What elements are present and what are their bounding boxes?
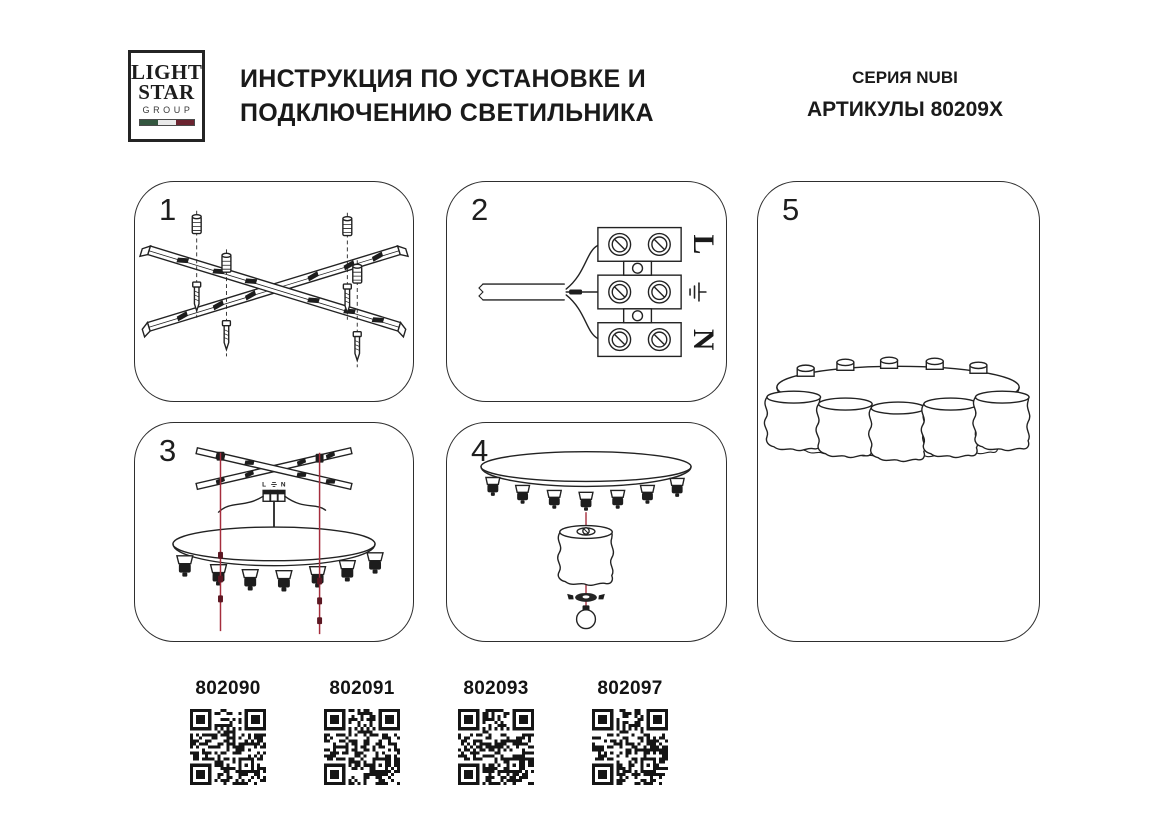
step-number-1: 1 (159, 192, 177, 227)
article-block-1 (185, 678, 271, 790)
step1-diagram-cross-bracket (135, 182, 413, 401)
step3-diagram-hanging-base (135, 423, 413, 641)
mini-neutral-label: N (280, 481, 286, 489)
article-block-3 (453, 678, 539, 790)
step5-diagram-assembled-chandelier (758, 182, 1039, 641)
step-number-3: 3 (159, 433, 177, 468)
step-panel-5 (757, 181, 1040, 642)
title-line-2: ПОДКЛЮЧЕНИЮ СВЕТИЛЬНИКА (240, 99, 654, 127)
qr-code (324, 709, 400, 785)
step-panel-3 (134, 422, 414, 642)
step4-diagram-shade-assembly (447, 423, 726, 641)
neutral-wire-label: N (687, 328, 720, 351)
series-name: СЕРИЯ NUBI (852, 68, 958, 87)
step-panel-1 (134, 181, 414, 402)
page-title (240, 62, 654, 130)
article-code: 802090 (195, 678, 261, 699)
qr-code (458, 709, 534, 785)
title-line-1: ИНСТРУКЦИЯ ПО УСТАНОВКЕ И (240, 65, 647, 93)
articles-label: АРТИКУЛЫ 80209X (807, 98, 1003, 121)
italian-flag-icon (140, 120, 194, 125)
article-code: 802091 (329, 678, 395, 699)
step-number-5: 5 (782, 192, 800, 227)
logo-line-3: GROUP (142, 105, 194, 115)
step-number-4: 4 (471, 433, 489, 468)
article-code: 802093 (463, 678, 529, 699)
article-code: 802097 (597, 678, 663, 699)
series-block (745, 68, 1065, 122)
live-wire-label: L (687, 234, 720, 255)
flag-green (140, 120, 158, 125)
mini-live-label: L (262, 481, 267, 489)
step-panel-2 (446, 181, 727, 402)
step-panel-4 (446, 422, 727, 642)
lightstar-logo (128, 50, 205, 142)
logo-line-2: STAR (138, 80, 195, 104)
article-block-4 (587, 678, 673, 790)
qr-code (190, 709, 266, 785)
flag-red (176, 120, 194, 125)
qr-code (592, 709, 668, 785)
logo-line-1: LIGHT (131, 60, 203, 84)
step-number-2: 2 (471, 192, 489, 227)
flag-white (158, 120, 176, 125)
earth-ground-icon (690, 283, 706, 301)
article-block-2 (319, 678, 405, 790)
step2-diagram-terminal-wiring (447, 182, 726, 401)
